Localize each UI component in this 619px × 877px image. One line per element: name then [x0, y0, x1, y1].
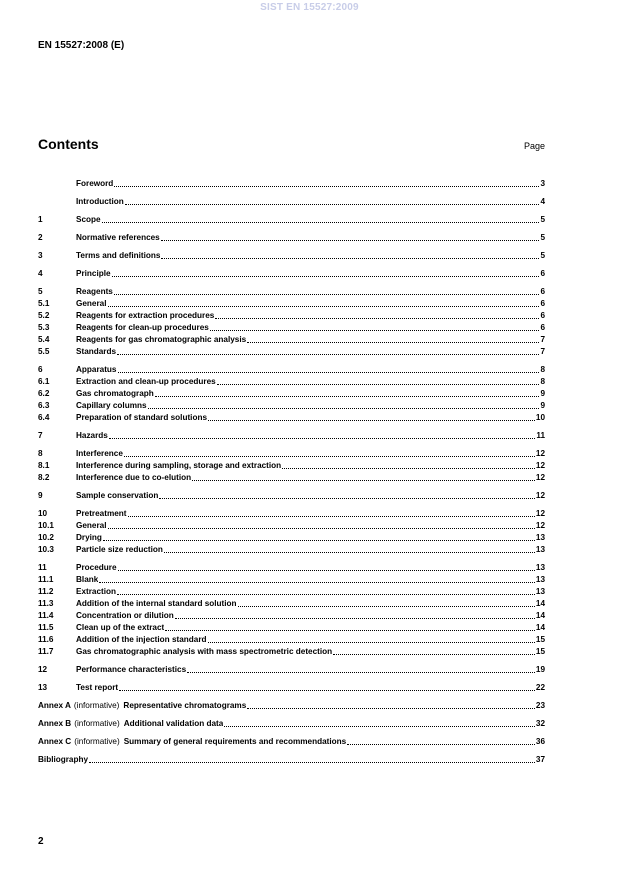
toc-entry-page: 12: [535, 449, 545, 458]
toc-entry-number: 5.4: [38, 335, 50, 344]
annex-label: Annex A: [38, 701, 71, 710]
dot-leader: [99, 582, 535, 583]
document-id: EN 15527:2008 (E): [38, 40, 125, 51]
toc-entry-page: 12: [535, 491, 545, 500]
toc-entry-page: 6: [540, 287, 545, 296]
toc-entry-number: 5.1: [38, 299, 50, 308]
toc-entry-title: Capillary columns: [76, 401, 147, 410]
toc-entry-page: 12: [535, 461, 545, 470]
toc-entry[interactable]: [38, 597, 545, 609]
toc-entry[interactable]: [38, 429, 545, 441]
toc-entry[interactable]: [38, 267, 545, 279]
toc-entry-page: 12: [535, 521, 545, 530]
page-number: 2: [38, 836, 44, 847]
toc-entry-page: 9: [540, 401, 545, 410]
toc-entry[interactable]: [38, 543, 545, 555]
toc-entry-number: 1: [38, 215, 43, 224]
toc-entry[interactable]: [38, 249, 545, 261]
toc-entry-number: 10.2: [38, 533, 54, 542]
toc-entry-title: Concentration or dilution: [76, 611, 174, 620]
dot-leader: [118, 372, 540, 373]
toc-entry-title: Test report: [76, 683, 119, 692]
toc-entry-title: General: [76, 521, 107, 530]
toc-entry[interactable]: [38, 507, 545, 519]
toc-entry[interactable]: [38, 213, 545, 225]
toc-entry-number: 10.1: [38, 521, 54, 530]
toc-entry-number: 7: [38, 431, 43, 440]
toc-entry-title: Interference: [76, 449, 123, 458]
toc-entry-page: 7: [540, 335, 545, 344]
toc-entry-number: 12: [38, 665, 48, 674]
toc-annex-entry[interactable]: [38, 717, 545, 729]
toc-entry-number: 10.3: [38, 545, 54, 554]
dot-leader: [108, 306, 540, 307]
toc-entry-title: Apparatus: [76, 365, 117, 374]
table-of-contents: [38, 177, 545, 765]
toc-entry-title: Gas chromatograph: [76, 389, 154, 398]
dot-leader: [164, 552, 535, 553]
toc-entry-title: Scope: [76, 215, 101, 224]
toc-entry-title: Reagents for gas chromatographic analysis: [76, 335, 247, 344]
toc-entry-title: Terms and definitions: [76, 251, 161, 260]
dot-leader: [165, 630, 535, 631]
toc-entry-title: Reagents for extraction procedures: [76, 311, 215, 320]
toc-entry[interactable]: [38, 321, 545, 333]
toc-entry[interactable]: [38, 519, 545, 531]
toc-entry-title: Clean up of the extract: [76, 623, 165, 632]
toc-entry-page: 6: [540, 299, 545, 308]
toc-entry[interactable]: [38, 489, 545, 501]
toc-annex-entry[interactable]: [38, 699, 545, 711]
toc-entry-title: Reagents for clean-up procedures: [76, 323, 209, 332]
toc-entry-page: 5: [540, 251, 545, 260]
toc-entry-number: 3: [38, 251, 43, 260]
annex-page: 23: [535, 701, 545, 710]
dot-leader: [192, 480, 535, 481]
toc-entry-title: Extraction: [76, 587, 117, 596]
toc-entry-page: 5: [540, 215, 545, 224]
toc-entry-number: 11.2: [38, 587, 54, 596]
toc-entry[interactable]: [38, 681, 545, 693]
toc-entry[interactable]: [38, 609, 545, 621]
toc-entry-number: 11.3: [38, 599, 54, 608]
dot-leader: [102, 222, 540, 223]
dot-leader: [103, 540, 535, 541]
toc-entry[interactable]: [38, 621, 545, 633]
toc-entry[interactable]: [38, 411, 545, 423]
toc-entry-number: 6: [38, 365, 43, 374]
toc-entry-title: Addition of the internal standard solution: [76, 599, 237, 608]
dot-leader: [125, 204, 540, 205]
toc-entry[interactable]: [38, 471, 545, 483]
toc-entry-title: Particle size reduction: [76, 545, 163, 554]
toc-entry[interactable]: [38, 375, 545, 387]
annex-type: (informative): [73, 701, 120, 710]
dot-leader: [208, 420, 535, 421]
toc-entry-page: 11: [536, 431, 545, 440]
toc-entry[interactable]: [38, 363, 545, 375]
toc-entry-title: Interference during sampling, storage and extraction: [76, 461, 282, 470]
dot-leader: [187, 672, 535, 673]
toc-entry-title: Gas chromatographic analysis with mass spectrometric detection: [76, 647, 333, 656]
annex-page: 36: [535, 737, 545, 746]
toc-entry-number: 6.2: [38, 389, 50, 398]
dot-leader: [128, 516, 535, 517]
annex-title: Summary of general requirements and recommendations: [123, 737, 347, 746]
toc-entry-number: 6.1: [38, 377, 50, 386]
dot-leader: [114, 294, 540, 295]
toc-entry-number: 9: [38, 491, 43, 500]
dot-leader: [117, 354, 539, 355]
dot-leader: [217, 384, 540, 385]
toc-entry-title: Extraction and clean-up procedures: [76, 377, 216, 386]
toc-entry[interactable]: [38, 561, 545, 573]
toc-entry-title: Foreword: [76, 179, 114, 188]
toc-entry-number: 11: [38, 563, 47, 572]
toc-entry-number: 5.2: [38, 311, 50, 320]
toc-entry-page: 13: [535, 575, 545, 584]
toc-entry[interactable]: [38, 387, 545, 399]
dot-leader: [109, 438, 535, 439]
toc-bibliography-entry[interactable]: [38, 753, 545, 765]
dot-leader: [148, 408, 540, 409]
dot-leader: [282, 468, 535, 469]
toc-entry-page: 6: [540, 311, 545, 320]
toc-entry-number: 4: [38, 269, 43, 278]
toc-entry-number: 11.4: [38, 611, 54, 620]
toc-entry-number: 11.5: [38, 623, 54, 632]
toc-entry[interactable]: [38, 399, 545, 411]
toc-entry[interactable]: [38, 231, 545, 243]
toc-entry-number: 11.7: [38, 647, 54, 656]
bibliography-title: Bibliography: [38, 755, 89, 764]
annex-label: Annex C: [38, 737, 72, 746]
toc-entry-page: 13: [535, 587, 545, 596]
toc-entry-number: 11.6: [38, 635, 54, 644]
toc-entry-title: Drying: [76, 533, 102, 542]
annex-type: (informative): [74, 737, 120, 746]
toc-entry-page: 22: [535, 683, 545, 692]
dot-leader: [224, 726, 535, 727]
dot-leader: [112, 276, 540, 277]
toc-entry-page: 14: [535, 611, 545, 620]
toc-entry-page: 13: [535, 533, 545, 542]
toc-entry-page: 14: [535, 623, 545, 632]
toc-entry[interactable]: [38, 531, 545, 543]
toc-entry-page: 5: [540, 233, 545, 242]
annex-label: Annex B: [38, 719, 72, 728]
dot-leader: [208, 642, 535, 643]
toc-entry[interactable]: [38, 297, 545, 309]
annex-title: Representative chromatograms: [123, 701, 247, 710]
dot-leader: [175, 618, 535, 619]
annex-type: (informative): [74, 719, 120, 728]
toc-entry[interactable]: [38, 633, 545, 645]
toc-entry-page: 8: [540, 365, 545, 374]
toc-entry-number: 8.1: [38, 461, 50, 470]
dot-leader: [238, 606, 535, 607]
annex-page: 32: [535, 719, 545, 728]
toc-entry-title: Introduction: [76, 197, 124, 206]
toc-entry-title: Normative references: [76, 233, 160, 242]
dot-leader: [333, 654, 535, 655]
dot-leader: [347, 744, 535, 745]
toc-entry-title: Performance characteristics: [76, 665, 187, 674]
toc-entry-page: 13: [535, 545, 545, 554]
toc-entry-page: 9: [540, 389, 545, 398]
toc-entry-number: 13: [38, 683, 48, 692]
dot-leader: [247, 708, 535, 709]
dot-leader: [161, 258, 539, 259]
toc-entry-number: 6.3: [38, 401, 50, 410]
dot-leader: [161, 240, 540, 241]
dot-leader: [247, 342, 539, 343]
toc-entry-number: 10: [38, 509, 48, 518]
annex-title: Additional validation data: [123, 719, 224, 728]
dot-leader: [124, 456, 535, 457]
toc-entry-number: 8.2: [38, 473, 50, 482]
toc-entry-page: 4: [540, 197, 545, 206]
page-column-label: Page: [523, 141, 545, 151]
toc-entry[interactable]: [38, 573, 545, 585]
dot-leader: [114, 186, 539, 187]
toc-entry[interactable]: [38, 285, 545, 297]
toc-entry-page: 8: [540, 377, 545, 386]
toc-entry[interactable]: [38, 585, 545, 597]
bibliography-page: 37: [535, 755, 545, 764]
contents-title: Contents: [38, 136, 99, 152]
dot-leader: [89, 762, 535, 763]
toc-entry-page: 15: [535, 635, 545, 644]
toc-entry-title: General: [76, 299, 107, 308]
toc-entry-page: 13: [535, 563, 545, 572]
toc-entry-page: 15: [535, 647, 545, 656]
toc-entry-page: 6: [540, 269, 545, 278]
dot-leader: [108, 528, 535, 529]
toc-entry-title: Pretreatment: [76, 509, 127, 518]
dot-leader: [159, 498, 535, 499]
toc-entry-page: 19: [535, 665, 545, 674]
toc-entry[interactable]: [38, 177, 545, 189]
dot-leader: [119, 690, 535, 691]
toc-entry-title: Standards: [76, 347, 117, 356]
toc-entry[interactable]: [38, 333, 545, 345]
dot-leader: [155, 396, 540, 397]
toc-entry-number: 5.5: [38, 347, 50, 356]
watermark: SIST EN 15527:2009: [260, 2, 359, 13]
toc-entry-number: 2: [38, 233, 43, 242]
toc-entry[interactable]: [38, 345, 545, 357]
toc-entry-number: 11.1: [38, 575, 54, 584]
dot-leader: [215, 318, 539, 319]
toc-entry-number: 6.4: [38, 413, 50, 422]
dot-leader: [117, 594, 535, 595]
toc-entry-number: 8: [38, 449, 43, 458]
dot-leader: [210, 330, 540, 331]
toc-entry-number: 5: [38, 287, 43, 296]
dot-leader: [118, 570, 535, 571]
toc-entry-page: 6: [540, 323, 545, 332]
toc-entry-page: 10: [535, 413, 545, 422]
toc-entry-page: 7: [540, 347, 545, 356]
toc-entry-title: Preparation of standard solutions: [76, 413, 208, 422]
toc-entry-page: 12: [535, 509, 545, 518]
toc-entry[interactable]: [38, 447, 545, 459]
toc-entry-page: 14: [535, 599, 545, 608]
toc-entry-title: Blank: [76, 575, 99, 584]
toc-entry-page: 3: [540, 179, 545, 188]
toc-entry[interactable]: [38, 663, 545, 675]
toc-entry[interactable]: [38, 459, 545, 471]
toc-entry-page: 12: [535, 473, 545, 482]
toc-entry-title: Interference due to co-elution: [76, 473, 192, 482]
toc-entry[interactable]: [38, 645, 545, 657]
toc-entry-title: Principle: [76, 269, 111, 278]
toc-entry-title: Sample conservation: [76, 491, 159, 500]
toc-entry-title: Procedure: [76, 563, 117, 572]
toc-entry-title: Hazards: [76, 431, 108, 440]
toc-entry[interactable]: [38, 309, 545, 321]
toc-annex-entry[interactable]: [38, 735, 545, 747]
toc-entry-title: Addition of the injection standard: [76, 635, 207, 644]
toc-entry[interactable]: [38, 195, 545, 207]
toc-entry-title: Reagents: [76, 287, 113, 296]
toc-entry-number: 5.3: [38, 323, 50, 332]
